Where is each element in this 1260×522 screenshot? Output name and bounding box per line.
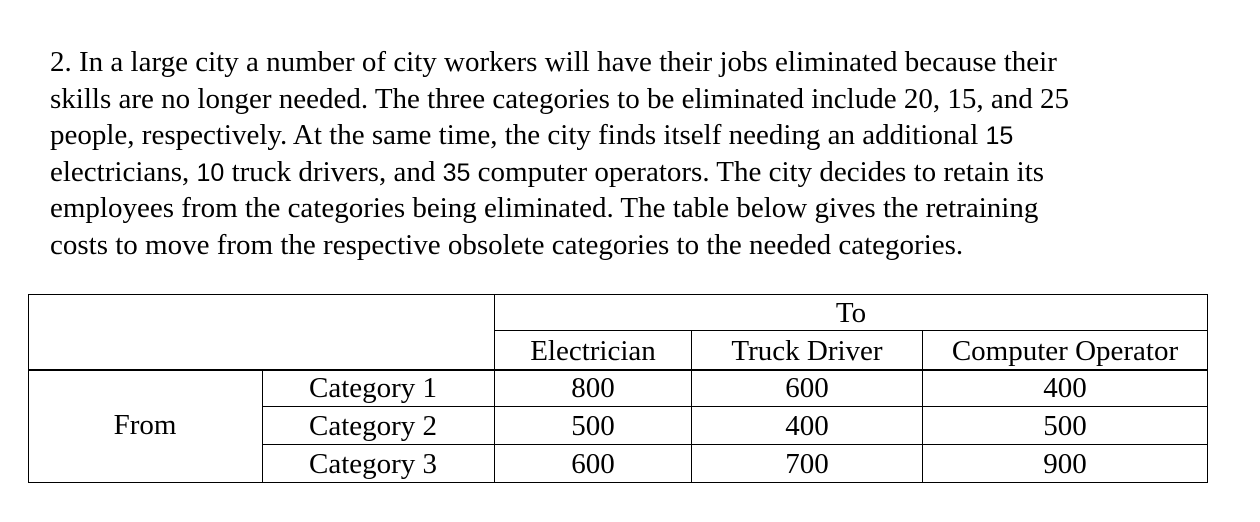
table-cell: 900 bbox=[1043, 448, 1087, 480]
problem-statement bbox=[50, 44, 1230, 263]
row-label-category-1: Category 1 bbox=[309, 372, 438, 404]
retraining-cost-table bbox=[28, 294, 1208, 483]
problem-line-4: electricians, 10 truck drivers, and 35 computer operators. The city decides to retain its bbox=[50, 155, 1045, 188]
column-header-truck-driver: Truck Driver bbox=[731, 335, 883, 367]
problem-line-2: skills are no longer needed. The three categories to be eliminated include 20, 15, and 25 bbox=[50, 82, 1069, 115]
row-label-category-2: Category 2 bbox=[309, 410, 438, 442]
table-rule-col-label bbox=[262, 369, 263, 483]
row-label-category-3: Category 3 bbox=[309, 448, 438, 480]
to-header: To bbox=[835, 297, 867, 329]
table-cell: 500 bbox=[571, 410, 615, 442]
table-cell: 700 bbox=[785, 448, 829, 480]
truck-drivers-needed: 10 bbox=[196, 158, 225, 187]
electricians-needed: 15 bbox=[985, 122, 1014, 150]
table-rule-to bbox=[495, 330, 1208, 331]
table-cell: 400 bbox=[1043, 372, 1087, 404]
problem-line-5: employees from the categories being eliminated. The table below gives the retraining bbox=[50, 192, 1039, 224]
table-cell: 600 bbox=[571, 448, 615, 480]
table-border-left bbox=[28, 294, 29, 483]
table-cell: 600 bbox=[785, 372, 829, 404]
table-rule-row2 bbox=[262, 444, 1208, 445]
table-border-right bbox=[1207, 294, 1208, 483]
table-cell: 400 bbox=[785, 410, 829, 442]
problem-line-3: people, respectively. At the same time, the city finds itself needing an additional 15 bbox=[50, 119, 1014, 151]
computer-operators-needed: 35 bbox=[442, 158, 471, 187]
table-rule-row1 bbox=[262, 406, 1208, 407]
from-label: From bbox=[113, 409, 177, 441]
table-border-bottom bbox=[28, 482, 1208, 483]
column-header-electrician: Electrician bbox=[530, 335, 656, 367]
table-border-top bbox=[28, 294, 1208, 295]
problem-line-1: 2. In a large city a number of city workers will have their jobs eliminated because their bbox=[50, 46, 1057, 78]
table-cell: 800 bbox=[571, 372, 615, 404]
problem-line-6: costs to move from the respective obsolete categories to the needed categories. bbox=[50, 228, 964, 261]
table-cell: 500 bbox=[1043, 410, 1087, 442]
column-header-computer-operator: Computer Operator bbox=[951, 335, 1179, 367]
